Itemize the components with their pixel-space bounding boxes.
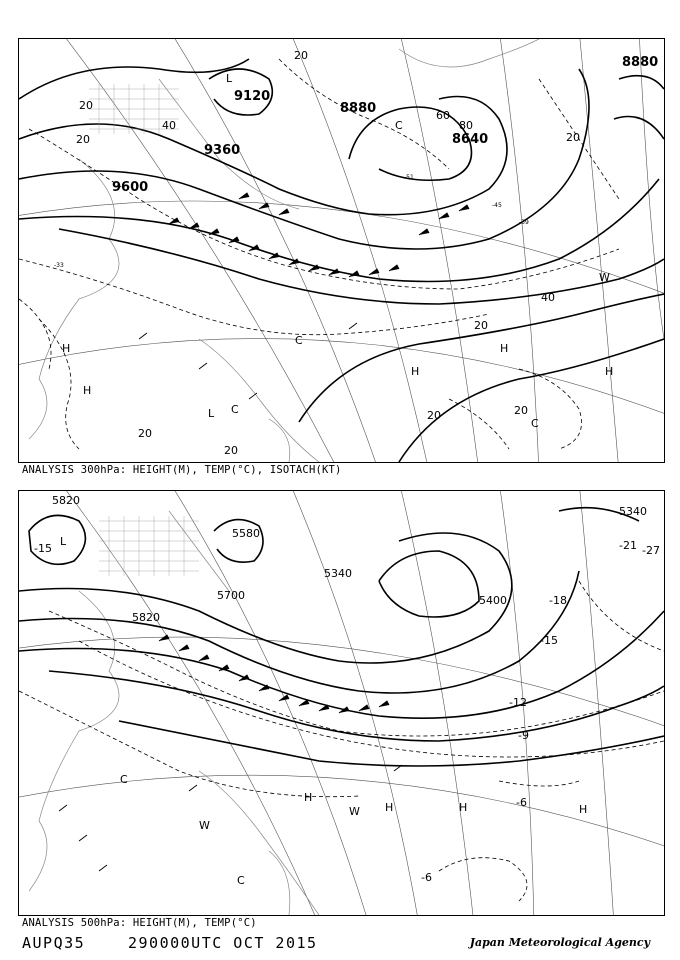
height-label: 8880 bbox=[622, 55, 659, 70]
height-label: 5400 bbox=[479, 594, 507, 607]
temp-label: -27 bbox=[642, 544, 660, 557]
temp-label: -33 bbox=[54, 262, 64, 269]
height-label: 5700 bbox=[217, 589, 245, 602]
high-center-marker: H bbox=[304, 791, 313, 804]
temp-label: -6 bbox=[421, 871, 432, 884]
high-center-marker: H bbox=[579, 803, 588, 816]
low-center-marker: L bbox=[208, 407, 215, 420]
temp-label: -39 bbox=[519, 219, 529, 226]
temp-label: -18 bbox=[549, 594, 567, 607]
temp-label: -15 bbox=[34, 542, 52, 555]
height-label: 9600 bbox=[112, 180, 149, 195]
panel-500-caption: ANALYSIS 500hPa: HEIGHT(M), TEMP(°C) bbox=[22, 917, 257, 929]
height-contours bbox=[19, 59, 664, 462]
isotach-label: 20 bbox=[76, 133, 90, 146]
height-label: 5820 bbox=[52, 494, 80, 507]
isotach-label: 20 bbox=[79, 99, 93, 112]
height-label: 5820 bbox=[132, 611, 160, 624]
graticule bbox=[19, 491, 664, 915]
coastlines bbox=[29, 511, 319, 915]
height-label: 9360 bbox=[204, 143, 241, 158]
cold-center-marker: C bbox=[531, 417, 539, 430]
height-label: 5340 bbox=[324, 567, 352, 580]
map-panel-300hpa bbox=[18, 38, 665, 463]
high-center-marker: H bbox=[62, 342, 71, 355]
high-center-marker: H bbox=[500, 342, 509, 355]
warm-center-marker: W bbox=[349, 805, 360, 818]
warm-center-marker: W bbox=[599, 271, 610, 284]
isotach-label: 60 bbox=[436, 109, 450, 122]
temp-label: -12 bbox=[509, 696, 527, 709]
temp-label: -45 bbox=[492, 202, 502, 209]
isotach-label: 20 bbox=[514, 404, 528, 417]
isotach-label: 20 bbox=[427, 409, 441, 422]
map-300hpa-svg bbox=[19, 39, 664, 462]
height-label: 5580 bbox=[232, 527, 260, 540]
temp-label: -15 bbox=[540, 634, 558, 647]
map-panel-500hpa bbox=[18, 490, 665, 916]
height-label: 9120 bbox=[234, 89, 271, 104]
low-center-marker: L bbox=[226, 72, 233, 85]
height-label: 8880 bbox=[340, 101, 377, 116]
temp-label: -21 bbox=[619, 539, 637, 552]
isotach-label: 40 bbox=[541, 291, 555, 304]
cold-center-marker: C bbox=[120, 773, 128, 786]
temp-label: -6 bbox=[516, 796, 527, 809]
height-contours bbox=[19, 508, 664, 766]
isotach-label: 80 bbox=[459, 119, 473, 132]
wind-barbs bbox=[139, 193, 469, 399]
temperature-contours bbox=[19, 59, 619, 449]
high-center-marker: H bbox=[83, 384, 92, 397]
high-center-marker: H bbox=[385, 801, 394, 814]
bulletin-code: AUPQ35 bbox=[22, 934, 86, 952]
isotach-label: 40 bbox=[162, 119, 176, 132]
height-label: 5340 bbox=[619, 505, 647, 518]
wind-barbs bbox=[59, 635, 402, 871]
cold-center-marker: C bbox=[231, 403, 239, 416]
isotach-label: 20 bbox=[294, 49, 308, 62]
temperature-contours bbox=[19, 581, 664, 901]
high-center-marker: H bbox=[459, 801, 468, 814]
temp-label: -51 bbox=[404, 174, 414, 181]
low-center-marker: L bbox=[60, 535, 67, 548]
high-center-marker: H bbox=[605, 365, 614, 378]
isotach-label: 20 bbox=[138, 427, 152, 440]
isotach-label: 20 bbox=[474, 319, 488, 332]
cold-center-marker: C bbox=[395, 119, 403, 132]
analysis-time: 290000UTC OCT 2015 bbox=[128, 934, 318, 952]
coastlines bbox=[29, 39, 539, 462]
warm-center-marker: W bbox=[199, 819, 210, 832]
isotach-label: 20 bbox=[566, 131, 580, 144]
agency-name: Japan Meteorological Agency bbox=[469, 936, 650, 949]
height-label: 8640 bbox=[452, 132, 489, 147]
high-center-marker: H bbox=[411, 365, 420, 378]
temp-label: -9 bbox=[518, 729, 529, 742]
cold-hatch bbox=[99, 516, 199, 576]
cold-center-marker: C bbox=[237, 874, 245, 887]
cold-center-marker: C bbox=[295, 334, 303, 347]
isotach-label: 20 bbox=[224, 444, 238, 457]
map-500hpa-svg bbox=[19, 491, 664, 915]
panel-300-caption: ANALYSIS 300hPa: HEIGHT(M), TEMP(°C), ISOTACH(KT) bbox=[22, 464, 342, 476]
